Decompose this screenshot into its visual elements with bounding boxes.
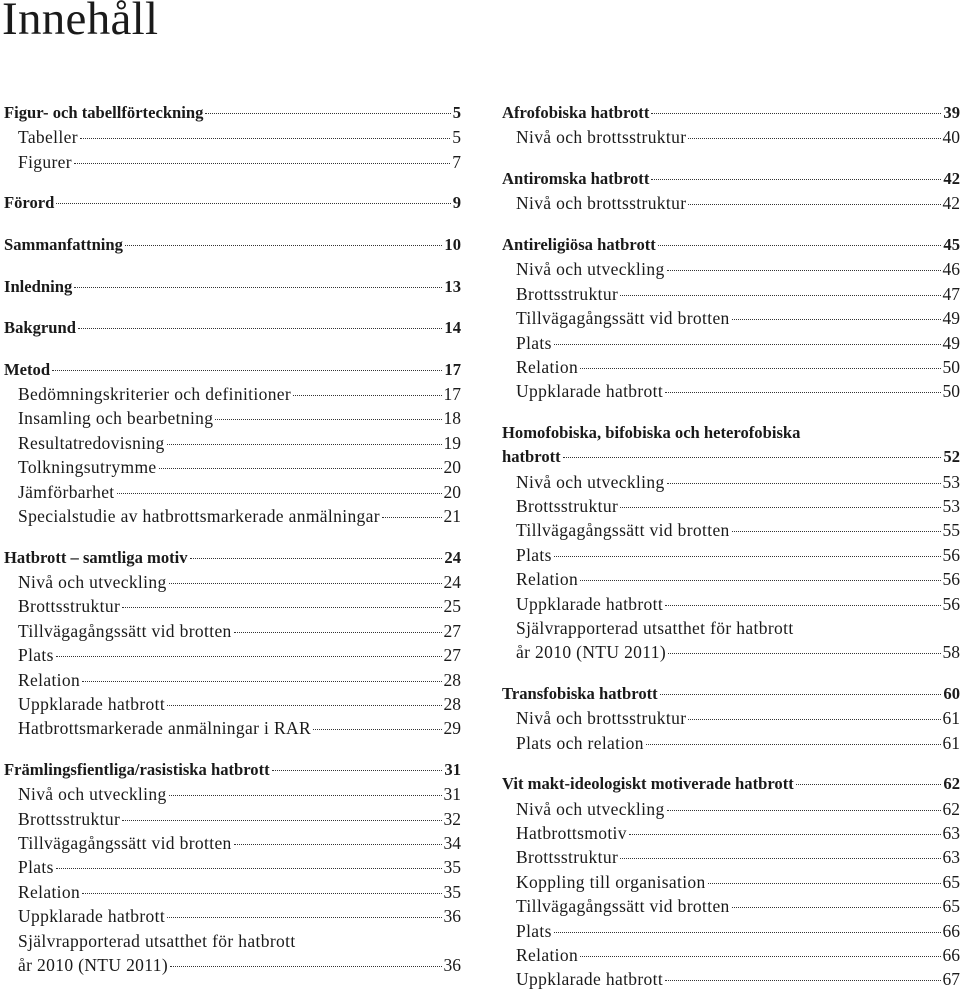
- toc-entry-label: Plats: [18, 855, 54, 879]
- toc-entry-label: Resultatredovisning: [18, 431, 165, 455]
- toc-entry-page-number: 58: [943, 640, 960, 664]
- toc-entry-label: Relation: [516, 355, 578, 379]
- toc-entry-label: Brottsstruktur: [18, 807, 120, 831]
- dot-leader: [190, 558, 443, 559]
- dot-leader: [688, 719, 940, 720]
- toc-entry-page-number: 65: [943, 894, 960, 918]
- toc-entry-label: Specialstudie av hatbrottsmarkerade anmälningar: [18, 504, 380, 528]
- toc-entry-page-number: 36: [444, 953, 462, 977]
- toc-entry[interactable]: [4, 570, 461, 594]
- toc-entry-label: Tillvägagångssätt vid brotten: [18, 831, 232, 855]
- toc-entry-page-number: 42: [943, 167, 960, 191]
- toc-entry[interactable]: [502, 640, 960, 664]
- toc-entry-page-number: 47: [943, 282, 960, 306]
- toc-entry-page-number: 31: [444, 782, 462, 806]
- toc-entry-page-number: 45: [943, 233, 960, 257]
- toc-entry[interactable]: [502, 101, 960, 125]
- toc-entry-label: Nivå och utveckling: [516, 470, 665, 494]
- dot-leader: [688, 138, 940, 139]
- dot-leader: [563, 457, 942, 458]
- toc-entry-label: Förord: [4, 191, 54, 215]
- dot-leader: [658, 245, 942, 246]
- toc-entry-page-number: 61: [943, 706, 960, 730]
- toc-entry-label: Hatbrottsmarkerade anmälningar i RAR: [18, 716, 311, 740]
- dot-leader: [660, 694, 942, 695]
- toc-entry-label: Bakgrund: [4, 316, 76, 340]
- toc-entry[interactable]: [502, 355, 960, 379]
- toc-entry-label: Nivå och brottsstruktur: [516, 706, 686, 730]
- toc-entry-label: Relation: [18, 880, 80, 904]
- toc-entry-page-number: 65: [943, 870, 960, 894]
- toc-entry-label: Brottsstruktur: [18, 594, 120, 618]
- toc-entry-page-number: 49: [943, 331, 960, 355]
- toc-entry[interactable]: [4, 455, 461, 479]
- toc-entry[interactable]: [502, 682, 960, 706]
- toc-entry[interactable]: [502, 518, 960, 542]
- toc-entry-label: Brottsstruktur: [516, 282, 618, 306]
- toc-entry[interactable]: [502, 379, 960, 403]
- toc-entry-page-number: 27: [444, 643, 462, 667]
- toc-entry-page-number: 63: [943, 845, 960, 869]
- toc-entry[interactable]: [502, 967, 960, 991]
- toc-entry-label: Nivå och utveckling: [516, 797, 665, 821]
- toc-entry[interactable]: [502, 616, 960, 640]
- toc-entry-label: Nivå och utveckling: [18, 782, 167, 806]
- toc-entry-page-number: 27: [444, 619, 462, 643]
- toc-entry-label: Tillvägagångssätt vid brotten: [516, 306, 730, 330]
- dot-leader: [580, 368, 940, 369]
- toc-entry-page-number: 9: [453, 191, 461, 215]
- toc-entry-label: Relation: [516, 567, 578, 591]
- dot-leader: [651, 179, 941, 180]
- dot-leader: [117, 493, 442, 494]
- toc-entry-label: Figur- och tabellförteckning: [4, 101, 203, 125]
- toc-entry-label: år 2010 (NTU 2011): [516, 640, 666, 664]
- toc-entry-page-number: 60: [943, 682, 960, 706]
- toc-entry-label: Självrapporterad utsatthet för hatbrott: [516, 616, 794, 640]
- toc-entry-page-number: 7: [452, 150, 461, 174]
- dot-leader: [554, 932, 941, 933]
- toc-entry-label: Tolkningsutrymme: [18, 455, 157, 479]
- toc-entry[interactable]: [502, 167, 960, 191]
- toc-entry-label: Nivå och brottsstruktur: [516, 191, 686, 215]
- toc-entry-page-number: 32: [444, 807, 462, 831]
- toc-entry-page-number: 63: [943, 821, 960, 845]
- toc-entry[interactable]: [4, 316, 461, 340]
- dot-leader: [732, 531, 941, 532]
- toc-entry-page-number: 67: [943, 967, 960, 991]
- toc-entry-page-number: 29: [444, 716, 462, 740]
- toc-entry[interactable]: [502, 567, 960, 591]
- toc-entry[interactable]: [4, 758, 461, 782]
- toc-entry-label: Sammanfattning: [4, 233, 123, 257]
- toc-entry-label: Tabeller: [18, 125, 78, 149]
- toc-entry-label: Nivå och utveckling: [516, 257, 665, 281]
- toc-entry[interactable]: [4, 504, 461, 528]
- toc-entry[interactable]: [502, 282, 960, 306]
- dot-leader: [74, 163, 450, 164]
- dot-leader: [56, 868, 442, 869]
- toc-entry-label: Jämförbarhet: [18, 480, 115, 504]
- toc-entry[interactable]: [502, 845, 960, 869]
- toc-entry-page-number: 61: [943, 731, 960, 755]
- toc-entry-label: Tillvägagångssätt vid brotten: [516, 518, 730, 542]
- toc-entry[interactable]: [4, 125, 461, 149]
- dot-leader: [56, 203, 450, 204]
- toc-entry[interactable]: [4, 546, 461, 570]
- dot-leader: [554, 556, 941, 557]
- toc-entry-label: Brottsstruktur: [516, 845, 618, 869]
- toc-entry-label: Afrofobiska hatbrott: [502, 101, 649, 125]
- toc-entry[interactable]: [4, 406, 461, 430]
- toc-entry[interactable]: [502, 919, 960, 943]
- toc-entry[interactable]: [502, 870, 960, 894]
- dot-leader: [796, 784, 942, 785]
- toc-entry[interactable]: [4, 480, 461, 504]
- toc-entry[interactable]: [502, 543, 960, 567]
- toc-entry-page-number: 21: [444, 504, 462, 528]
- toc-entry-label: Tillvägagångssätt vid brotten: [516, 894, 730, 918]
- toc-entry[interactable]: [502, 125, 960, 149]
- dot-leader: [629, 834, 941, 835]
- toc-entry[interactable]: [4, 643, 461, 667]
- toc-entry-label: Inledning: [4, 275, 72, 299]
- toc-entry-page-number: 35: [444, 880, 462, 904]
- toc-entry[interactable]: [4, 431, 461, 455]
- toc-entry[interactable]: [502, 731, 960, 755]
- toc-entry[interactable]: [4, 233, 461, 257]
- toc-entry-label: Brottsstruktur: [516, 494, 618, 518]
- toc-entry-page-number: 56: [943, 567, 960, 591]
- toc-entry-label: Självrapporterad utsatthet för hatbrott: [18, 929, 296, 953]
- toc-entry[interactable]: [4, 831, 461, 855]
- dot-leader: [313, 729, 441, 730]
- toc-entry-page-number: 5: [452, 125, 461, 149]
- dot-leader: [215, 419, 441, 420]
- toc-entry-page-number: 17: [444, 382, 462, 406]
- toc-entry-page-number: 24: [444, 546, 461, 570]
- toc-entry-label: Relation: [18, 668, 80, 692]
- toc-entry-page-number: 20: [444, 455, 462, 479]
- dot-leader: [167, 917, 441, 918]
- toc-entry-page-number: 28: [444, 668, 462, 692]
- toc-entry[interactable]: [502, 257, 960, 281]
- toc-entry[interactable]: [4, 358, 461, 382]
- toc-entry[interactable]: [4, 150, 461, 174]
- toc-entry[interactable]: [502, 445, 960, 469]
- dot-leader: [78, 328, 442, 329]
- toc-entry[interactable]: [502, 494, 960, 518]
- dot-leader: [668, 653, 941, 654]
- toc-entry[interactable]: [4, 782, 461, 806]
- toc-entry-page-number: 40: [943, 125, 960, 149]
- dot-leader: [620, 858, 940, 859]
- toc-entry-label: Figurer: [18, 150, 72, 174]
- toc-entry-label: Uppklarade hatbrott: [516, 967, 663, 991]
- dot-leader: [708, 883, 941, 884]
- page-title: Innehåll: [2, 0, 158, 46]
- dot-leader: [80, 138, 450, 139]
- dot-leader: [688, 204, 940, 205]
- toc-entry-label: Uppklarade hatbrott: [516, 592, 663, 616]
- toc-entry[interactable]: [4, 929, 461, 953]
- dot-leader: [620, 295, 940, 296]
- toc-entry-label: Vit makt-ideologiskt motiverade hatbrott: [502, 772, 794, 796]
- dot-leader: [167, 705, 441, 706]
- toc-entry-label: Antiromska hatbrott: [502, 167, 649, 191]
- dot-leader: [382, 517, 442, 518]
- dot-leader: [651, 113, 941, 114]
- dot-leader: [82, 681, 441, 682]
- toc-entry[interactable]: [502, 470, 960, 494]
- toc-entry-page-number: 53: [943, 494, 960, 518]
- toc-entry[interactable]: [4, 191, 461, 215]
- toc-entry[interactable]: [4, 692, 461, 716]
- toc-entry-page-number: 46: [943, 257, 960, 281]
- toc-entry-label: Uppklarade hatbrott: [18, 692, 165, 716]
- toc-entry-page-number: 17: [444, 358, 461, 382]
- toc-entry-page-number: 34: [444, 831, 462, 855]
- toc-entry[interactable]: [502, 191, 960, 215]
- toc-entry[interactable]: [4, 668, 461, 692]
- dot-leader: [293, 395, 441, 396]
- toc-entry-page-number: 19: [444, 431, 462, 455]
- dot-leader: [82, 893, 441, 894]
- dot-leader: [665, 980, 940, 981]
- toc-entry[interactable]: [502, 943, 960, 967]
- toc-entry[interactable]: [4, 880, 461, 904]
- toc-entry-page-number: 20: [444, 480, 462, 504]
- dot-leader: [620, 507, 940, 508]
- toc-entry-page-number: 56: [943, 592, 960, 616]
- toc-entry-label: hatbrott: [502, 445, 561, 469]
- dot-leader: [272, 770, 443, 771]
- toc-entry[interactable]: [502, 233, 960, 257]
- toc-entry[interactable]: [502, 772, 960, 796]
- toc-entry-page-number: 66: [943, 919, 960, 943]
- toc-entry-page-number: 39: [943, 101, 960, 125]
- toc-entry-page-number: 18: [444, 406, 462, 430]
- toc-entry[interactable]: [502, 894, 960, 918]
- toc-entry-page-number: 50: [943, 379, 960, 403]
- toc-entry-label: Bedömningskriterier och definitioner: [18, 382, 291, 406]
- toc-entry[interactable]: [502, 592, 960, 616]
- toc-entry-label: Relation: [516, 943, 578, 967]
- dot-leader: [74, 287, 442, 288]
- toc-entry[interactable]: [502, 331, 960, 355]
- dot-leader: [665, 392, 940, 393]
- toc-entry-page-number: 52: [943, 445, 960, 469]
- dot-leader: [667, 810, 941, 811]
- dot-leader: [170, 966, 442, 967]
- toc-entry-label: Uppklarade hatbrott: [18, 904, 165, 928]
- toc-entry-label: Koppling till organisation: [516, 870, 706, 894]
- dot-leader: [56, 656, 442, 657]
- dot-leader: [205, 113, 450, 114]
- toc-entry-page-number: 50: [943, 355, 960, 379]
- dot-leader: [169, 795, 442, 796]
- toc-entry-label: Transfobiska hatbrott: [502, 682, 658, 706]
- dot-leader: [122, 607, 441, 608]
- toc-entry-page-number: 53: [943, 470, 960, 494]
- toc-entry-label: Plats: [516, 543, 552, 567]
- toc-entry-page-number: 35: [444, 855, 462, 879]
- toc-entry[interactable]: [502, 421, 960, 445]
- toc-entry-page-number: 55: [943, 518, 960, 542]
- toc-entry[interactable]: [4, 904, 461, 928]
- toc-entry[interactable]: [502, 821, 960, 845]
- toc-entry-label: Tillvägagångssätt vid brotten: [18, 619, 232, 643]
- toc-entry[interactable]: [4, 716, 461, 740]
- toc-entry-label: Plats: [516, 919, 552, 943]
- dot-leader: [732, 907, 941, 908]
- dot-leader: [125, 245, 442, 246]
- dot-leader: [554, 344, 941, 345]
- toc-entry-page-number: 25: [444, 594, 462, 618]
- toc-entry-label: Insamling och bearbetning: [18, 406, 213, 430]
- toc-entry-page-number: 49: [943, 306, 960, 330]
- toc-entry-label: Nivå och brottsstruktur: [516, 125, 686, 149]
- toc-entry-page-number: 42: [943, 191, 960, 215]
- dot-leader: [667, 270, 941, 271]
- toc-entry-page-number: 28: [444, 692, 462, 716]
- toc-entry-page-number: 13: [444, 275, 461, 299]
- toc-entry-page-number: 31: [444, 758, 461, 782]
- dot-leader: [234, 844, 442, 845]
- toc-entry[interactable]: [4, 619, 461, 643]
- toc-entry-label: Antireligiösa hatbrott: [502, 233, 656, 257]
- toc-entry[interactable]: [502, 706, 960, 730]
- dot-leader: [732, 319, 941, 320]
- toc-entry-page-number: 56: [943, 543, 960, 567]
- toc-entry-page-number: 66: [943, 943, 960, 967]
- toc-entry-label: Homofobiska, bifobiska och heterofobiska: [502, 421, 800, 445]
- dot-leader: [580, 956, 940, 957]
- dot-leader: [665, 605, 940, 606]
- toc-entry-label: Uppklarade hatbrott: [516, 379, 663, 403]
- toc-entry-label: Plats: [516, 331, 552, 355]
- toc-entry[interactable]: [4, 594, 461, 618]
- toc-entry-page-number: 10: [444, 233, 461, 257]
- toc-entry-page-number: 14: [444, 316, 461, 340]
- toc-entry-page-number: 24: [444, 570, 462, 594]
- toc-entry[interactable]: [502, 306, 960, 330]
- toc-entry[interactable]: [4, 807, 461, 831]
- toc-entry-page-number: 62: [943, 772, 960, 796]
- dot-leader: [52, 370, 442, 371]
- toc-entry-label: år 2010 (NTU 2011): [18, 953, 168, 977]
- toc-entry-label: Främlingsfientliga/rasistiska hatbrott: [4, 758, 270, 782]
- dot-leader: [667, 483, 941, 484]
- toc-entry-page-number: 5: [453, 101, 461, 125]
- toc-entry-label: Plats: [18, 643, 54, 667]
- toc-entry-label: Plats och relation: [516, 731, 644, 755]
- toc-entry-page-number: 62: [943, 797, 960, 821]
- toc-entry-label: Metod: [4, 358, 50, 382]
- toc-entry-label: Nivå och utveckling: [18, 570, 167, 594]
- dot-leader: [167, 444, 442, 445]
- dot-leader: [169, 583, 442, 584]
- dot-leader: [159, 468, 442, 469]
- toc-entry[interactable]: [4, 275, 461, 299]
- dot-leader: [122, 820, 441, 821]
- toc-entry[interactable]: [502, 797, 960, 821]
- toc-right-column: [502, 101, 960, 992]
- toc-entry[interactable]: [4, 101, 461, 125]
- dot-leader: [234, 632, 442, 633]
- toc-left-column: [4, 101, 461, 977]
- toc-entry[interactable]: [4, 382, 461, 406]
- dot-leader: [646, 744, 941, 745]
- toc-entry-label: Hatbrottsmotiv: [516, 821, 627, 845]
- toc-entry[interactable]: [4, 855, 461, 879]
- toc-entry[interactable]: [4, 953, 461, 977]
- toc-entry-page-number: 36: [444, 904, 462, 928]
- toc-entry-label: Hatbrott – samtliga motiv: [4, 546, 188, 570]
- dot-leader: [580, 580, 940, 581]
